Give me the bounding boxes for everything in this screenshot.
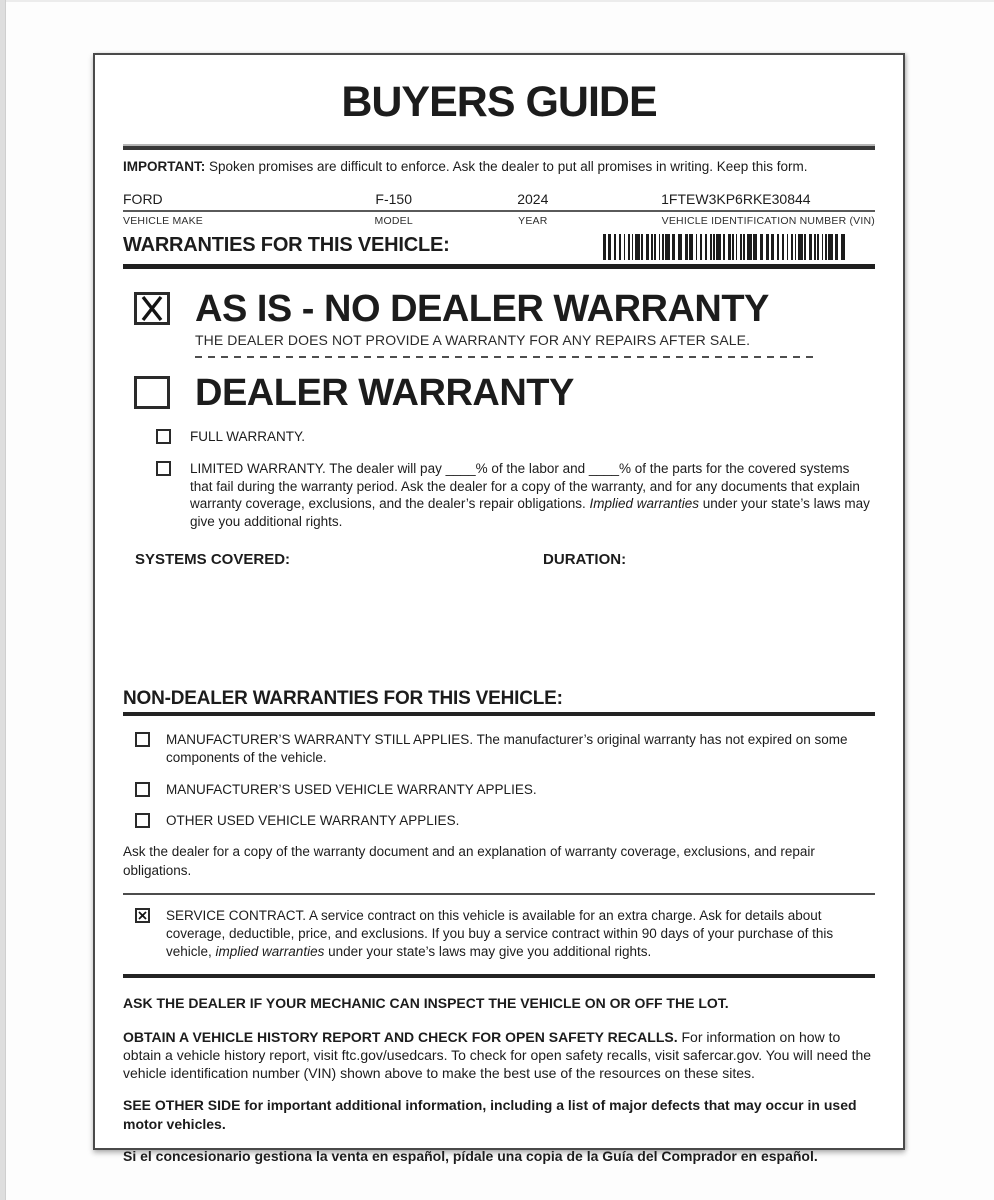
limited-warranty-checkbox[interactable] [156, 461, 171, 476]
vehicle-labels-row [123, 212, 875, 227]
divider-non-dealer [123, 712, 875, 716]
service-contract-item [135, 907, 875, 960]
page-title: BUYERS GUIDE [341, 78, 657, 126]
as-is-row [123, 287, 875, 330]
dealer-warranty-checkbox[interactable] [134, 376, 170, 409]
manufacturer-warranty-checkbox[interactable] [135, 732, 150, 747]
vehicle-make-label: VEHICLE MAKE [123, 214, 204, 227]
full-warranty-item [156, 428, 875, 446]
manufacturer-used-warranty-text: MANUFACTURER’S USED VEHICLE WARRANTY APPLIES. [166, 781, 537, 797]
divider-footer [123, 974, 875, 978]
vehicle-year-value: 2024 [517, 190, 549, 207]
important-text: Spoken promises are difficult to enforce. Ask the dealer to put all promises in writing. Keep this form. [205, 159, 808, 174]
full-warranty-label: FULL WARRANTY. [190, 428, 306, 444]
photo-top-edge [0, 0, 994, 2]
important-notice [123, 159, 875, 176]
manufacturer-warranty-text: MANUFACTURER’S WARRANTY STILL APPLIES. The manufacturer’s original warranty has not expired on some components of the vehicle. [166, 732, 848, 765]
x-mark-icon [138, 911, 147, 920]
service-contract-text: SERVICE CONTRACT. A service contract on this vehicle is available for an extra charge. Ask for details about coverage, deductible, price, and exclusions. If you buy a service contract within 90 days of your purchase of this vehicle, implied warranties under your state’s laws may give you additional rights. [166, 908, 834, 959]
full-warranty-checkbox[interactable] [156, 429, 171, 444]
divider-top [123, 146, 875, 150]
duration-label: DURATION: [543, 551, 627, 569]
vehicle-info-table [123, 191, 875, 227]
manufacturer-warranty-item [135, 731, 875, 767]
non-dealer-heading: NON-DEALER WARRANTIES FOR THIS VEHICLE: [123, 688, 563, 710]
vehicle-model-value: F-150 [375, 190, 412, 207]
x-mark-icon [140, 296, 164, 321]
photo-left-edge [0, 0, 6, 1200]
systems-covered-label: SYSTEMS COVERED: [135, 551, 291, 569]
other-used-warranty-text: OTHER USED VEHICLE WARRANTY APPLIES. [166, 813, 460, 829]
vin-barcode [603, 234, 875, 260]
important-label: IMPORTANT: [123, 159, 206, 174]
dealer-warranty-title: DEALER WARRANTY [195, 371, 574, 414]
warranties-header-row [123, 234, 875, 260]
service-contract-checkbox[interactable] [135, 908, 150, 923]
vehicle-values-row [123, 191, 875, 210]
buyers-guide-form [93, 53, 905, 1164]
manufacturer-used-warranty-item [135, 781, 875, 799]
as-is-checkbox[interactable] [134, 292, 170, 325]
blank-fill-area [123, 568, 875, 688]
limited-warranty-item [156, 460, 875, 531]
divider-service-contract-top [123, 893, 875, 895]
vehicle-vin-value: 1FTEW3KP6RKE30844 [661, 190, 811, 207]
other-used-warranty-checkbox[interactable] [135, 813, 150, 828]
vehicle-year-label: YEAR [518, 214, 548, 227]
other-used-warranty-item [135, 812, 875, 830]
warranties-heading: WARRANTIES FOR THIS VEHICLE: [123, 233, 450, 256]
systems-duration-row [123, 551, 875, 568]
as-is-subtitle: THE DEALER DOES NOT PROVIDE A WARRANTY FOR ANY REPAIRS AFTER SALE. [195, 331, 751, 348]
vehicle-vin-label: VEHICLE IDENTIFICATION NUMBER (VIN) [661, 214, 875, 227]
as-is-title: AS IS - NO DEALER WARRANTY [195, 287, 769, 330]
divider-warranties [123, 264, 875, 269]
vehicle-model-label: MODEL [374, 214, 413, 227]
limited-warranty-text: LIMITED WARRANTY. The dealer will pay ____% of the labor and ____% of the parts for the covered systems that fail during the warranty period. Ask the dealer for a copy of the warranty, and for any documents that explain warranty coverage, exclusions, and the dealer’s repair obligations. Implied warranties under your state’s laws may give you additional rights. [190, 460, 870, 530]
see-other-side-text: SEE OTHER SIDE for important additional information, including a list of major defects that may occur in used motor vehicles. [123, 1097, 857, 1132]
spanish-notice-text: Si el concesionario gestiona la venta en español, pídale una copia de la Guía del Comprador en español. [123, 1147, 818, 1164]
vehicle-make-value: FORD [123, 190, 163, 207]
vehicle-history-text: OBTAIN A VEHICLE HISTORY REPORT AND CHECK FOR OPEN SAFETY RECALLS. For information on how to obtain a vehicle history report, visit ftc.gov/usedcars. To check for open safety recalls, visit safercar.gov. You will need the vehicle identification number (VIN) shown above to make the best use of the resources on these sites. [123, 1028, 872, 1082]
manufacturer-used-warranty-checkbox[interactable] [135, 782, 150, 797]
mechanic-inspect-text: ASK THE DEALER IF YOUR MECHANIC CAN INSPECT THE VEHICLE ON OR OFF THE LOT. [123, 994, 729, 1011]
warranty-document-note: Ask the dealer for a copy of the warranty document and an explanation of warranty coverage, exclusions, and repair obligations. [123, 844, 815, 878]
divider-dashed [195, 356, 813, 358]
dealer-warranty-row [123, 371, 875, 414]
